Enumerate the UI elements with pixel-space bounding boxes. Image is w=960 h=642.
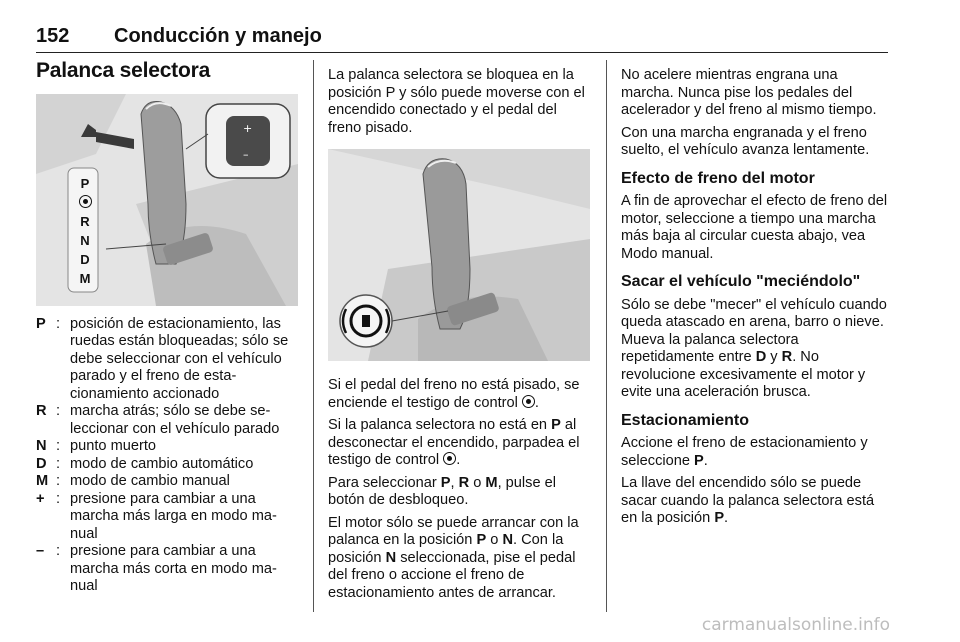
- section-heading: Estacionamiento: [621, 411, 750, 429]
- shift-label-N: N: [80, 232, 90, 248]
- paragraph: Si el pedal del freno no está pisado, se enciende el testigo de control .: [328, 377, 580, 411]
- paragraph: La llave del encendido sólo se puede sacar cuando la palanca selectora está en la posición P.: [621, 475, 875, 526]
- section-heading: Sacar el vehículo "meciéndolo": [621, 273, 861, 290]
- column-divider: [313, 60, 314, 612]
- paragraph: No acelere mientras engrana una marcha. Nunca pise los pedales del acelerador y del freno al mismo tiempo.: [621, 67, 877, 118]
- page-number: 152: [36, 25, 70, 47]
- svg-text:+: +: [243, 121, 253, 135]
- chapter-title: Conducción y manejo: [114, 25, 322, 47]
- definition-item: – : presione para cambiar a una marcha más corta en modo manual: [36, 543, 277, 594]
- shift-pattern-labels: [76, 174, 94, 288]
- page-header: [36, 22, 888, 53]
- column-3: [621, 67, 889, 533]
- paragraph: Sólo se debe "mecer" el vehículo cuando queda atascado en arena, barro o nieve. Mueva la palanca selectora repetidamente entre D y R. No revolucione excesivamente el motor y evite una aceleración brusca.: [621, 296, 887, 400]
- brake-icon: [76, 193, 94, 212]
- definition-item: M : modo de cambio manual: [36, 473, 230, 489]
- shift-label-P: P: [80, 175, 90, 191]
- definition-list: [36, 316, 298, 596]
- column-1: [36, 59, 298, 596]
- shift-label-D: D: [80, 251, 90, 267]
- brake-warning-icon: [522, 395, 535, 408]
- definition-item: N : punto muerto: [36, 438, 156, 454]
- minus-icon: –: [36, 543, 45, 559]
- paragraph: El motor sólo se puede arrancar con la palanca en la posición P o N. Con la posición N seleccionada, pise el pedal del freno o accione el freno de estacionamiento antes de arrancar.: [328, 514, 579, 601]
- paragraph: Si la palanca selectora no está en P al desconectar el encendido, parpadea el testigo de control .: [328, 417, 580, 468]
- brake-indicator-illustration: [328, 149, 590, 361]
- paragraph: A fin de aprovechar el efecto de freno del motor, seleccione a tiempo una marcha más baja al circular cuesta abajo, vea Modo manual.: [621, 193, 888, 262]
- shift-label-R: R: [80, 213, 90, 229]
- plus-icon: +: [36, 490, 45, 507]
- paragraph: Con una marcha engranada y el freno suelto, el vehículo avanza lentamente.: [621, 124, 870, 158]
- svg-text:–: –: [243, 147, 249, 161]
- definition-item: D : modo de cambio automático: [36, 455, 254, 472]
- shift-label-M: M: [79, 270, 91, 286]
- definition-item: P : posición de estacionamiento, las ruedas están bloqueadas; sólo se debe seleccionar con el vehículo parado y el freno de estacionamiento accionado: [36, 315, 289, 402]
- paragraph: Accione el freno de estacionamiento y seleccione P.: [621, 435, 868, 469]
- gear-selector-illustration: [36, 94, 298, 306]
- column-2: [328, 67, 594, 607]
- column-divider: [606, 60, 607, 612]
- definition-item: R : marcha atrás; sólo se debe seleccionar con el vehículo parado: [36, 403, 280, 437]
- definition-item: + : presione para cambiar a una marcha más larga en modo manual: [36, 490, 277, 542]
- section-title: Palanca selectora: [36, 59, 211, 82]
- paragraph: La palanca selectora se bloquea en la posición P y sólo puede moverse con el encendido conectado y el pedal del freno pisado.: [328, 67, 585, 136]
- section-heading: Efecto de freno del motor: [621, 169, 815, 187]
- watermark: carmanualsonline.info: [701, 615, 890, 635]
- paragraph: Para seleccionar P, R o M, pulse el botón de desbloqueo.: [328, 474, 556, 508]
- brake-warning-icon: [443, 452, 456, 465]
